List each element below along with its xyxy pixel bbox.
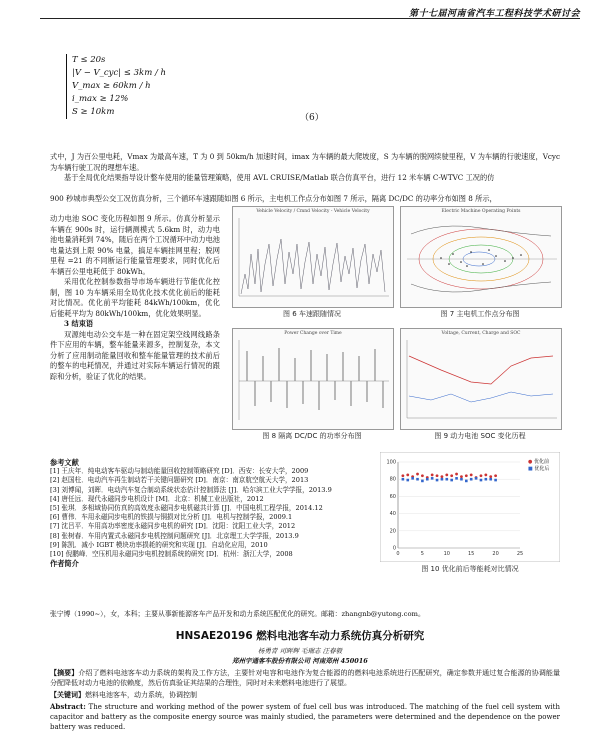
figure-10-legend (528, 458, 549, 472)
paragraph-simulation-cont: 900 秒城市典型公交工况仿真分析，三个循环车速跟随如图 6 所示，主电机工作点分布如图 7 所示，隔离 DC/DC 的功率分布如图 8 所示， (50, 194, 497, 203)
data-point-after (455, 477, 458, 480)
data-point-after (402, 478, 405, 481)
figure-9-soc-chart (400, 328, 562, 430)
figure-8-dcdc-chart (232, 328, 394, 430)
data-point-before (455, 473, 458, 476)
figure-8-caption: 图 8 隔离 DC/DC 的功率分布图 (262, 432, 362, 440)
abstract-en-label: Abstract: (50, 702, 86, 711)
references (50, 458, 370, 568)
data-point-before (436, 474, 439, 477)
x-tick-label: 25 (516, 551, 524, 557)
next-paper-abstract-en (50, 702, 560, 732)
data-point-after (465, 480, 468, 483)
data-point-after (475, 477, 478, 480)
data-point-before (431, 474, 434, 477)
author-info: 张宁博（1990~），女，本科；主要从事新能源客车产品开发和动力系统匹配优化的研究。邮箱：zhangnb@yutong.com。 (50, 610, 425, 618)
data-point-before (494, 474, 497, 477)
x-tick-label: 5 (420, 551, 424, 557)
data-point-after (416, 478, 419, 481)
data-point-after (441, 478, 444, 481)
x-tick-label: 10 (443, 551, 450, 557)
references-heading: 参考文献 (50, 458, 79, 467)
figure-7-caption: 图 7 主电机工作点分布图 (440, 310, 520, 318)
next-paper-title: HNSAE20196 燃料电池客车动力系统仿真分析研究 (175, 630, 425, 642)
data-point-before (406, 474, 409, 477)
reference-item: [9] 陈凯．减小 IGBT 模块功率损耗的研究和实现 [J]．自动化应用，2010 (50, 540, 268, 549)
eq-line: |V − V_cyc| ≤ 3km / h (72, 68, 166, 78)
reference-item: [7] 沈吕平．车用高功率密度永磁同步电机的研究 [D]．沈阳：沈阳工业大学，2012 (50, 522, 296, 531)
abstract-text: 介绍了燃料电池客车动力系统的架构及工作方法，主要针对电容和电池作为复合能源的的燃料电池系统进行匹配研究，确定参数并通过复合能源的协调能量分配降低对动力电池的依赖度，然后仿真验证其结果的合理性，同时对未来燃料电池进行了展望。 (50, 669, 561, 687)
data-point-after (489, 478, 492, 481)
left-text-column (50, 214, 220, 382)
next-paper-affiliation: 郑州宇通客车股份有限公司 河南郑州 450016 (232, 657, 368, 665)
data-point-before (489, 475, 492, 478)
abstract-label: 【摘要】 (50, 668, 79, 677)
reference-item: [1] 王庆年．纯电动客车驱动与制动能量回收控制策略研究 [D]．西安：长安大学，2009 (50, 467, 309, 476)
constraint-equation (66, 54, 182, 119)
legend-item-after: ■ 优化后 (528, 466, 550, 472)
data-point-before (445, 474, 448, 477)
abstract-en-text: The structure and working method of the power system of fuel cell bus was introduced. The matching of the fuel cell system with capacitor and battery as the composite energy source was mainly studied, the parameters were determined and the dependence on the power battery was reduced. (50, 703, 560, 731)
data-point-after (485, 478, 488, 481)
reference-item: [10] 倪鹏峰．空压机用永磁同步电机控制系统的研究 [D]．杭州：浙江大学，2008 (50, 550, 293, 559)
x-tick-label: 15 (468, 551, 475, 557)
reference-item: [4] 唐任远．现代永磁同步电机设计 [M]．北京：机械工业出版社，2012 (50, 494, 264, 503)
y-tick-label: 0 (392, 545, 396, 552)
figure-9-caption: 图 9 动力电池 SOC 变化历程 (434, 432, 526, 440)
data-point-after (460, 478, 463, 481)
eq-line: T ≤ 20s (72, 55, 106, 65)
data-point-before (484, 474, 487, 477)
eq-line: V_max ≥ 60km / h (72, 81, 151, 91)
y-tick-label: 100 (386, 459, 396, 466)
figure-8-plot (233, 336, 393, 424)
data-point-before (480, 474, 483, 477)
data-point-before (416, 473, 419, 476)
reference-item: [8] 张树春．车用内置式永磁同步电机控制问题研究 [J]．北京理工大学学报，2013.9 (50, 531, 299, 540)
data-point-after (470, 478, 473, 481)
figure-9-title: Voltage, Current, Charge and SOC (441, 331, 521, 336)
next-paper-authors: 杨勇青 司晖辉 毛瑞志 汪春毅 (257, 647, 343, 655)
figure-10-caption: 图 10 优化前后等能耗对比情况 (421, 565, 519, 573)
legend-item-before: ● 优化前 (528, 459, 549, 465)
paragraph-soc: 动力电池 SOC 变化历程如图 9 所示。仿真分析显示车辆在 900s 时，运行辆测模式 5.6km 时，动力电池电量消耗到 74%，随后在两个工况循环中动力电池电量达到上限 90% 电量，搞足车辆挂网里程；脱网里程 =21 的不同断运行能量管理要求，同时优化后车辆百公里电耗低于 80kWh。 (50, 214, 220, 276)
data-point-before (421, 474, 424, 477)
y-tick-label: 20 (389, 528, 396, 535)
y-tick-label: 40 (389, 511, 396, 518)
y-tick-label: 60 (389, 493, 396, 500)
keywords-text: 燃料电池客车，动力系统，协调控制 (85, 691, 197, 699)
data-point-after (450, 479, 453, 482)
x-tick-label: 0 (396, 551, 400, 557)
figure-9-plot (401, 336, 561, 424)
figure-6-speed-chart (232, 206, 394, 308)
data-point-after (436, 479, 439, 482)
figure-7-title: Electric Machine Operating Points (441, 209, 521, 214)
reference-item: [2] 赵国柱．电动汽车再生制动若干关键问题研究 [D]．南京：南京航空航天大学，2013 (50, 476, 309, 485)
author-info-heading: 作者简介 (50, 559, 79, 569)
reference-item: [6] 曹伟．车用永磁同步电机的铁损与铜损对比分析 [J]．电机与控制学报，2009.1 (50, 513, 293, 522)
figure-6-title: Vehicle Velocity / Cmnd Velocity - Vehicle Velocity (256, 209, 370, 214)
eq-line: i_max ≥ 12% (72, 94, 129, 104)
paragraph-conclusion: 双源纯电动公交车是一种在固定架空线网线路条件下应用的车辆，整车能量来源多，控制复杂，本文分析了应用制动能量回收和整车能量管理的技术前后的整车的电耗情况，并通过对实际车辆运行情况的跟踪和分析，验证了优化的结果。 (50, 329, 220, 381)
y-tick-label: 80 (389, 476, 396, 483)
equation-number: （6） (300, 113, 324, 123)
next-paper-abstract (50, 668, 560, 688)
data-point-before (450, 474, 453, 477)
data-point-after (480, 479, 483, 482)
figure-7-plot (401, 214, 561, 302)
data-point-after (421, 480, 424, 483)
paragraph-optimization: 采用优化控制参数指导市场车辆进行节能优化控制，图 10 为车辆采用全局优化技术优化前后的能耗对比情况。优化前平均能耗 84kWh/100km，优化后能耗平均为 80kWh/100km，优化效果明显。 (50, 277, 220, 318)
figure-6-plot (233, 214, 393, 302)
paragraph-simulation: 基于全局优化结果指导设计整车使用的能量管理策略，使用 AVL CRUISE/Matlab 联合仿真平台，进行 12 米车辆 C-WTVC 工况的仿 (64, 173, 495, 182)
figure-7-motor-chart (400, 206, 562, 308)
data-point-after (446, 478, 449, 481)
data-point-after (411, 477, 414, 480)
figure-6-caption: 图 6 车速跟随情况 (283, 310, 341, 318)
data-point-before (441, 475, 444, 478)
data-point-before (470, 474, 473, 477)
reference-item: [3] 刘博闻，刘晖．电动汽车复合制动系统状态估计控制算法 [J]．哈尔滨工业大学学报，2013.9 (50, 485, 332, 494)
next-paper-keywords (50, 690, 560, 700)
conference-header: 第十七届河南省汽车工程科技学术研讨会 (408, 9, 580, 19)
eq-line: S ≥ 10km (72, 107, 115, 117)
x-tick-label: 20 (492, 551, 499, 557)
figure-8-title: Power Change over Time (284, 331, 342, 336)
data-point-after (431, 477, 434, 480)
data-point-before (401, 474, 404, 477)
data-point-before (460, 475, 463, 478)
data-point-before (465, 474, 468, 477)
data-point-after (426, 478, 429, 481)
paragraph-variables: 式中，J 为百公里电耗，Vmax 为最高车速，T 为 0 到 50km/h 加速时间，imax 为车辆的最大爬坡度，S 为车辆的脱网续驶里程，V 为车辆的行驶速度，Vcyc 为车辆行驶工况的理想车速。 (50, 152, 560, 172)
header-rule (40, 18, 580, 19)
keywords-label: 【关键词】 (50, 690, 85, 699)
section-heading-conclusion: 3 结束语 (64, 319, 94, 328)
data-point-after (406, 479, 409, 482)
reference-item: [5] 张琪．多相域协同仿真的高效度永磁同步电机磁共计算 [J]．中国电机工程学报，2014.12 (50, 504, 323, 513)
data-point-after (494, 479, 497, 482)
